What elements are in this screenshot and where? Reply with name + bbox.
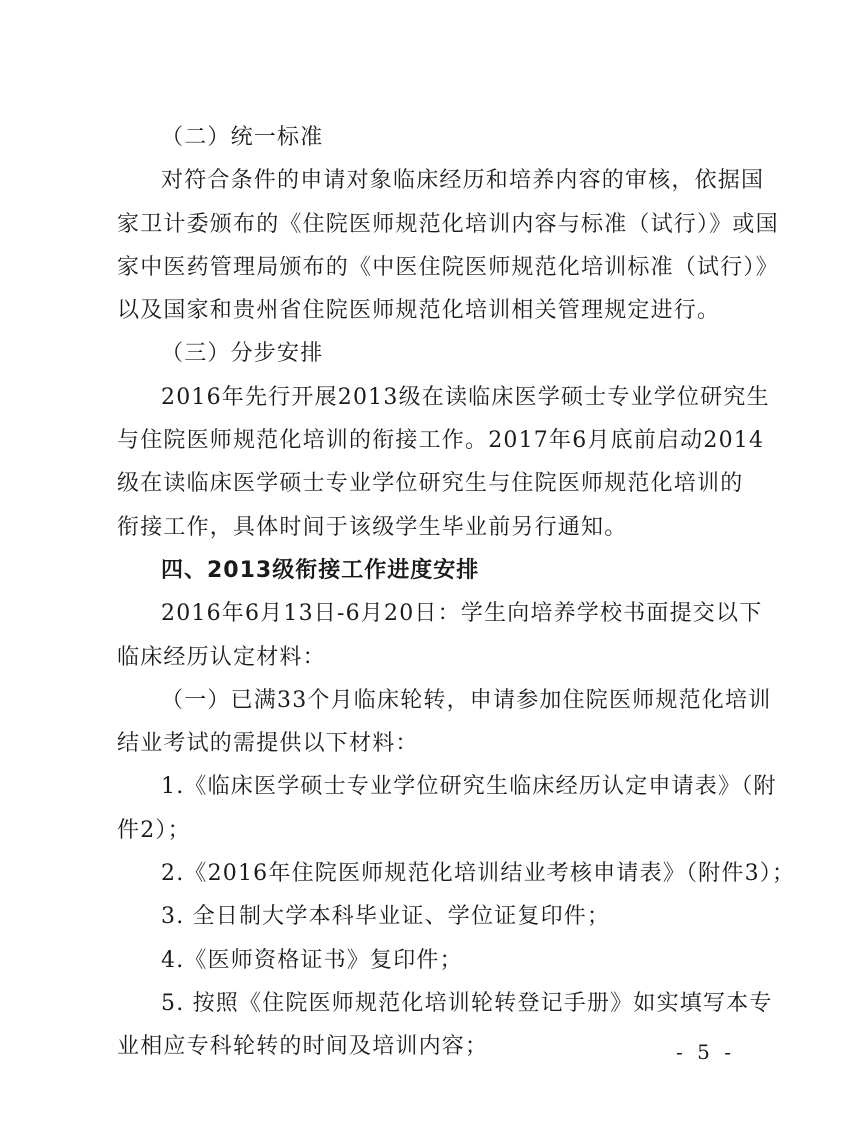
text-line: 业相应专科轮转的时间及培训内容； bbox=[117, 1034, 489, 1060]
section-heading: 四、2013级衔接工作进度安排 bbox=[161, 557, 480, 583]
text-line: 与住院医师规范化培训的衔接工作。2017年6月底前启动2014 bbox=[117, 428, 765, 454]
text-line: 3. 全日制大学本科毕业证、学位证复印件； bbox=[161, 904, 611, 930]
text-line: 2016年先行开展2013级在读临床医学硕士专业学位研究生 bbox=[161, 384, 770, 410]
text-line: 对符合条件的申请对象临床经历和培养内容的审核，依据国 bbox=[161, 168, 765, 194]
text-line: 5. 按照《住院医师规范化培训轮转登记手册》如实填写本专 bbox=[161, 990, 773, 1016]
text-line: 衔接工作，具体时间于该级学生毕业前另行通知。 bbox=[117, 514, 628, 540]
text-line: 1.《临床医学硕士专业学位研究生临床经历认定申请表》（附 bbox=[161, 774, 777, 800]
page-number: - 5 - bbox=[676, 1040, 735, 1064]
text-line: 结业考试的需提供以下材料： bbox=[117, 731, 419, 757]
text-line: （二）统一标准 bbox=[161, 125, 324, 150]
text-line: 4.《医师资格证书》复印件； bbox=[161, 947, 463, 973]
text-line: （三）分步安排 bbox=[161, 341, 324, 367]
document-body bbox=[117, 116, 796, 1069]
text-line: 2016年6月13日-6月20日：学生向培养学校书面提交以下 bbox=[161, 601, 763, 627]
text-line: 件2）； bbox=[117, 817, 191, 843]
text-line: 2.《2016年住院医师规范化培训结业考核申请表》（附件3）； bbox=[161, 861, 796, 887]
text-line: （一）已满33个月临床轮转，申请参加住院医师规范化培训 bbox=[161, 687, 772, 713]
text-line: 家中医药管理局颁布的《中医住院医师规范化培训标准（试行）》 bbox=[117, 254, 779, 280]
text-line: 家卫计委颁布的《住院医师规范化培训内容与标准（试行）》或国 bbox=[117, 211, 779, 237]
text-line: 以及国家和贵州省住院医师规范化培训相关管理规定进行。 bbox=[117, 298, 721, 324]
text-line: 级在读临床医学硕士专业学位研究生与住院医师规范化培训的 bbox=[117, 471, 744, 497]
text-line: 临床经历认定材料： bbox=[117, 644, 326, 670]
